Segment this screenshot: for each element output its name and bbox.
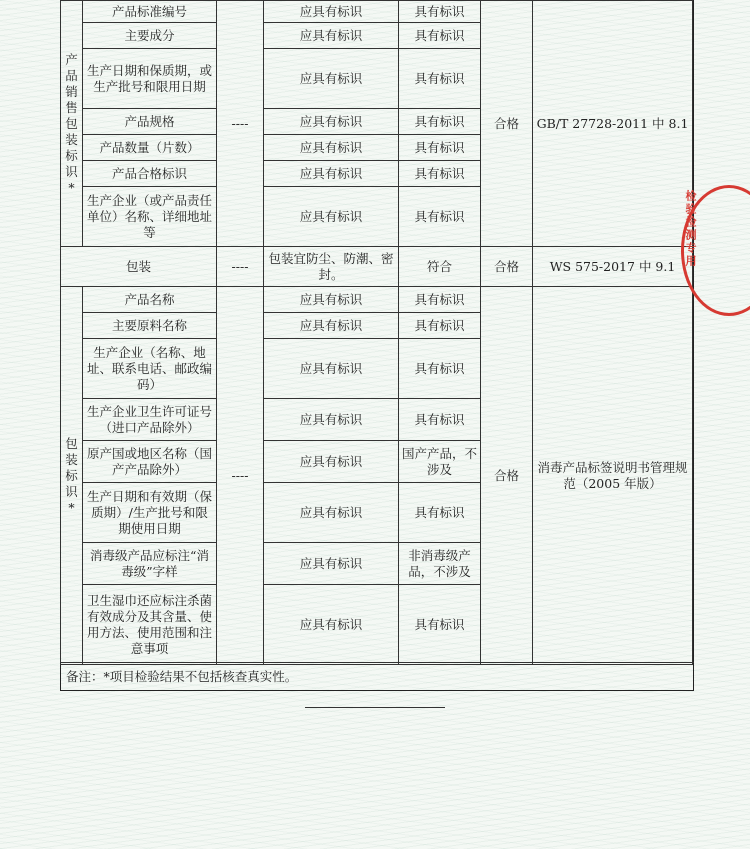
requirement-cell: 应具有标识 — [264, 135, 399, 161]
result-cell: 具有标识 — [399, 483, 481, 543]
item-name-cell: 产品标准编号 — [83, 1, 217, 23]
result-cell: 具有标识 — [399, 339, 481, 399]
requirement-cell: 应具有标识 — [264, 49, 399, 109]
result-cell: 具有标识 — [399, 187, 481, 247]
requirement-cell: 应具有标识 — [264, 543, 399, 585]
unit-cell: ---- — [217, 287, 264, 665]
result-cell: 具有标识 — [399, 49, 481, 109]
result-cell: 具有标识 — [399, 135, 481, 161]
item-name-cell: 生产企业（名称、地址、联系电话、邮政编码） — [83, 339, 217, 399]
requirement-cell: 应具有标识 — [264, 339, 399, 399]
seal-text: 检验检测专用 — [684, 190, 697, 268]
requirement-cell: 应具有标识 — [264, 287, 399, 313]
requirement-cell: 应具有标识 — [264, 399, 399, 441]
item-name-cell: 生产日期和保质期，或生产批号和限用日期 — [83, 49, 217, 109]
unit-cell: ---- — [217, 1, 264, 247]
requirement-cell: 应具有标识 — [264, 109, 399, 135]
table-row — [61, 247, 693, 287]
item-name-cell: 生产企业卫生许可证号（进口产品除外） — [83, 399, 217, 441]
result-cell: 国产产品，不涉及 — [399, 441, 481, 483]
item-name-cell: 生产日期和有效期（保质期）/生产批号和限期使用日期 — [83, 483, 217, 543]
standard-cell: WS 575-2017 中 9.1 — [533, 247, 693, 287]
standard-cell: 消毒产品标签说明书管理规范（2005 年版） — [533, 287, 693, 665]
item-name-cell: 卫生湿巾还应标注杀菌有效成分及其含量、使用方法、使用范围和注意事项 — [83, 585, 217, 665]
requirement-cell: 应具有标识 — [264, 313, 399, 339]
end-of-report-line — [305, 707, 445, 708]
item-name-cell: 产品规格 — [83, 109, 217, 135]
requirement-cell: 应具有标识 — [264, 1, 399, 23]
unit-cell: ---- — [217, 247, 264, 287]
requirement-cell: 应具有标识 — [264, 23, 399, 49]
inspection-table — [60, 0, 693, 665]
packaging-label-cell: 包装 — [61, 247, 217, 287]
item-name-cell: 产品名称 — [83, 287, 217, 313]
requirement-cell: 应具有标识 — [264, 187, 399, 247]
standard-cell: GB/T 27728-2011 中 8.1 — [533, 1, 693, 247]
item-name-cell: 消毒级产品应标注“消毒级”字样 — [83, 543, 217, 585]
result-cell: 具有标识 — [399, 585, 481, 665]
sales-package-group-label — [61, 1, 83, 247]
sales-package-group-label-text: 产品销售包装标识* — [65, 51, 78, 195]
requirement-cell: 包装宜防尘、防潮、密封。 — [264, 247, 399, 287]
verdict-cell: 合格 — [481, 287, 533, 665]
requirement-cell: 应具有标识 — [264, 585, 399, 665]
requirement-cell: 应具有标识 — [264, 483, 399, 543]
result-cell: 符合 — [399, 247, 481, 287]
requirement-cell: 应具有标识 — [264, 441, 399, 483]
item-name-cell: 主要成分 — [83, 23, 217, 49]
result-cell: 具有标识 — [399, 23, 481, 49]
result-cell: 具有标识 — [399, 109, 481, 135]
verdict-cell: 合格 — [481, 1, 533, 247]
packaging-label-group-label-text: 包装标识* — [65, 435, 78, 515]
result-cell: 具有标识 — [399, 161, 481, 187]
packaging-label-group-label — [61, 287, 83, 665]
item-name-cell: 主要原料名称 — [83, 313, 217, 339]
result-cell: 非消毒级产品，不涉及 — [399, 543, 481, 585]
result-cell: 具有标识 — [399, 399, 481, 441]
item-name-cell: 原产国或地区名称（国产产品除外） — [83, 441, 217, 483]
table-row — [61, 287, 693, 313]
result-cell: 具有标识 — [399, 313, 481, 339]
item-name-cell: 产品合格标识 — [83, 161, 217, 187]
item-name-cell: 产品数量（片数） — [83, 135, 217, 161]
requirement-cell: 应具有标识 — [264, 161, 399, 187]
verdict-cell: 合格 — [481, 247, 533, 287]
report-note: 备注：*项目检验结果不包括核查真实性。 — [60, 662, 694, 690]
item-name-cell: 生产企业（或产品责任单位）名称、详细地址等 — [83, 187, 217, 247]
table-row — [61, 1, 693, 23]
result-cell: 具有标识 — [399, 1, 481, 23]
result-cell: 具有标识 — [399, 287, 481, 313]
